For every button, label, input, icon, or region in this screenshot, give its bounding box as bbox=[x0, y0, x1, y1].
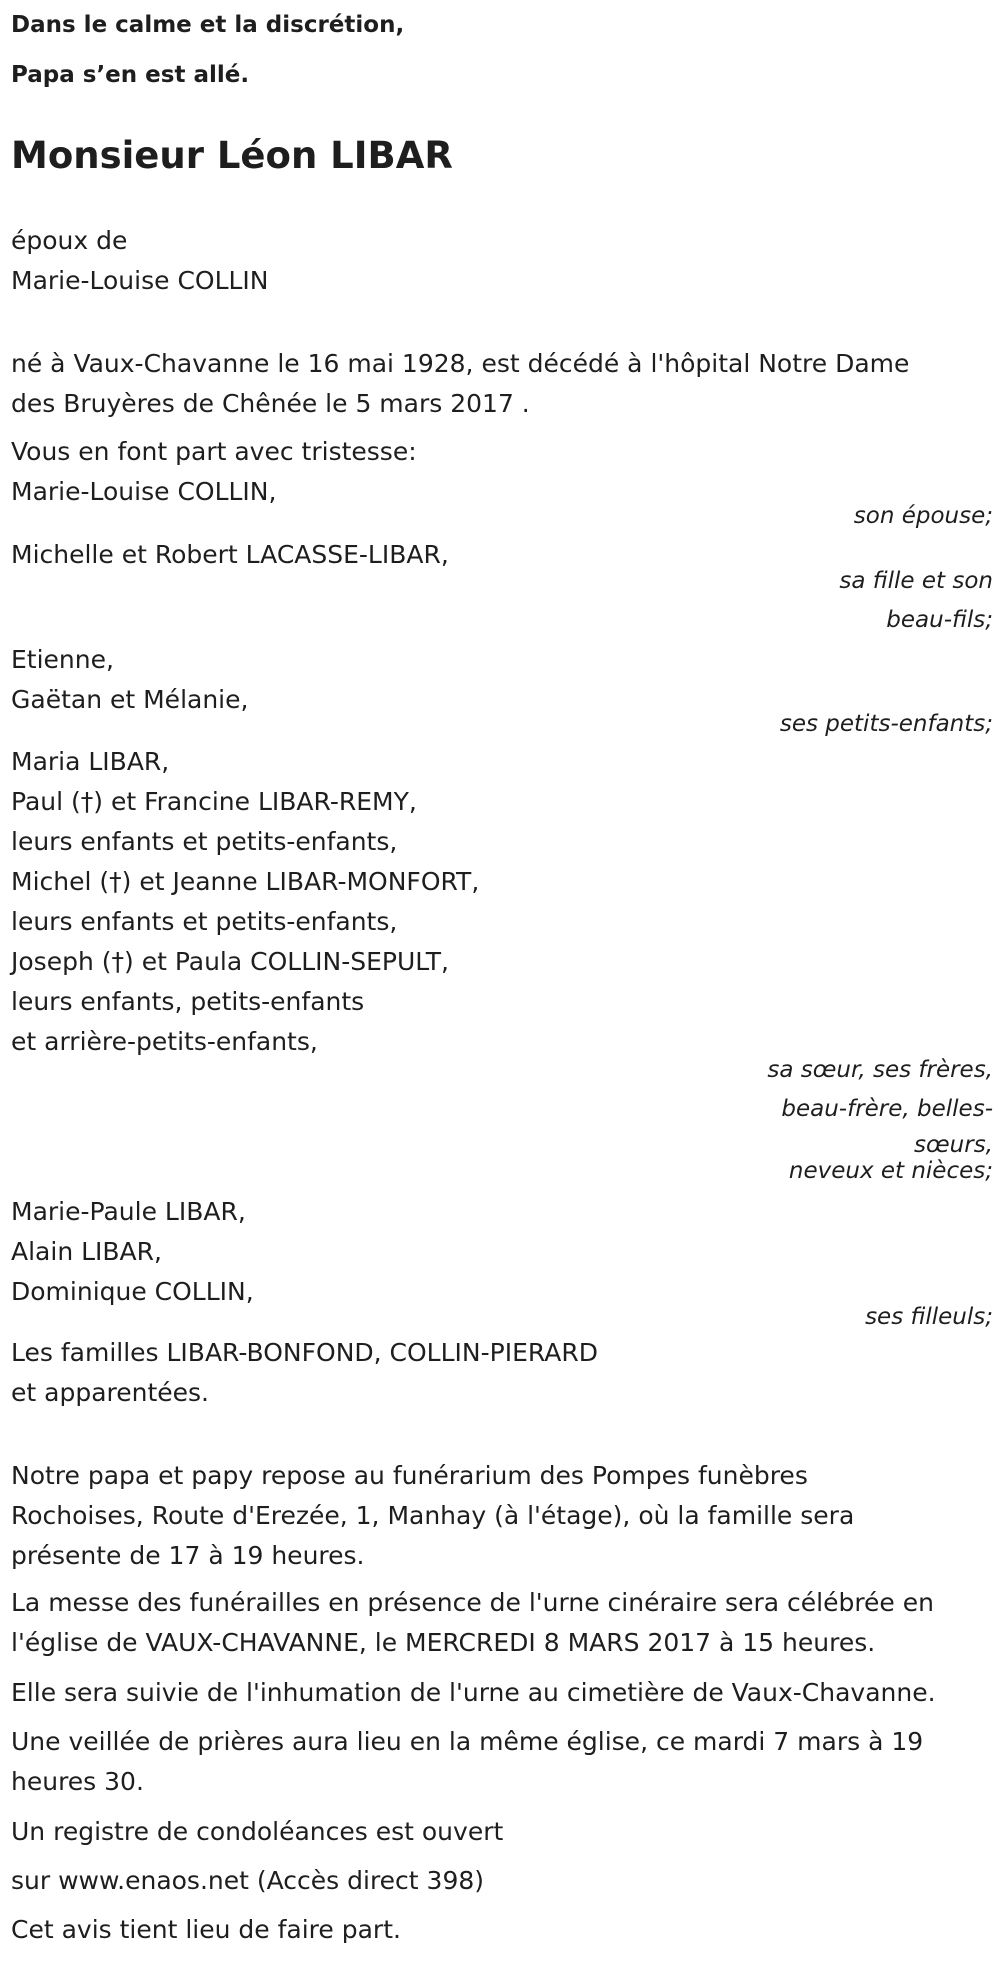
family-relation: sœurs, bbox=[914, 1132, 993, 1158]
spouse-name: Marie-Louise COLLIN bbox=[11, 266, 269, 295]
family-name: Gaëtan et Mélanie, bbox=[11, 685, 249, 714]
birth-death-line-2: des Bruyères de Chênée le 5 mars 2017 . bbox=[11, 389, 530, 418]
family-name: Etienne, bbox=[11, 645, 114, 674]
family-name: Dominique COLLIN, bbox=[11, 1277, 254, 1306]
funerarium-line-2: Rochoises, Route d'Erezée, 1, Manhay (à l'étage), où la famille sera bbox=[11, 1501, 855, 1530]
deceased-name: Monsieur Léon LIBAR bbox=[11, 134, 453, 177]
family-name: Marie-Paule LIBAR, bbox=[11, 1197, 246, 1226]
mass-line-1: La messe des funérailles en présence de l'urne cinéraire sera célébrée en bbox=[11, 1588, 934, 1617]
family-relation: neveux et nièces; bbox=[788, 1158, 993, 1184]
family-name: Michelle et Robert LACASSE-LIBAR, bbox=[11, 540, 449, 569]
family-relation: beau-frère, belles- bbox=[781, 1096, 993, 1122]
funerarium-line-3: présente de 17 à 19 heures. bbox=[11, 1541, 365, 1570]
family-name: Michel (†) et Jeanne LIBAR-MONFORT, bbox=[11, 867, 480, 896]
family-relation: son épouse; bbox=[853, 503, 993, 529]
family-relation: beau-fils; bbox=[886, 607, 993, 633]
family-relation: ses filleuls; bbox=[865, 1304, 993, 1330]
family-name: Joseph (†) et Paula COLLIN-SEPULT, bbox=[11, 947, 449, 976]
closing-line: Cet avis tient lieu de faire part. bbox=[11, 1915, 401, 1944]
funerarium-line-1: Notre papa et papy repose au funérarium des Pompes funèbres bbox=[11, 1461, 808, 1490]
family-relation: sa fille et son bbox=[839, 568, 993, 594]
vigil-line-1: Une veillée de prières aura lieu en la même église, ce mardi 7 mars à 19 bbox=[11, 1727, 924, 1756]
mass-line-2: l'église de VAUX-CHAVANNE, le MERCREDI 8 MARS 2017 à 15 heures. bbox=[11, 1628, 876, 1657]
families-line-2: et apparentées. bbox=[11, 1378, 209, 1407]
announcement-line: Vous en font part avec tristesse: bbox=[11, 437, 417, 466]
family-name: leurs enfants, petits-enfants bbox=[11, 987, 365, 1016]
family-name: Paul (†) et Francine LIBAR-REMY, bbox=[11, 787, 417, 816]
families-line-1: Les familles LIBAR-BONFOND, COLLIN-PIERARD bbox=[11, 1338, 598, 1367]
intro-line-1: Dans le calme et la discrétion, bbox=[11, 12, 405, 38]
birth-death-line-1: né à Vaux-Chavanne le 16 mai 1928, est décédé à l'hôpital Notre Dame bbox=[11, 349, 910, 378]
family-relation: sa sœur, ses frères, bbox=[767, 1057, 993, 1083]
family-name: Marie-Louise COLLIN, bbox=[11, 477, 277, 506]
family-relation: ses petits-enfants; bbox=[779, 711, 993, 737]
burial-line: Elle sera suivie de l'inhumation de l'urne au cimetière de Vaux-Chavanne. bbox=[11, 1678, 936, 1707]
family-name: Maria LIBAR, bbox=[11, 747, 170, 776]
intro-line-2: Papa s’en est allé. bbox=[11, 62, 250, 88]
family-name: Alain LIBAR, bbox=[11, 1237, 162, 1266]
family-name: et arrière-petits-enfants, bbox=[11, 1027, 318, 1056]
family-name: leurs enfants et petits-enfants, bbox=[11, 907, 398, 936]
register-line-1: Un registre de condoléances est ouvert bbox=[11, 1817, 504, 1846]
register-line-2: sur www.enaos.net (Accès direct 398) bbox=[11, 1866, 485, 1895]
vigil-line-2: heures 30. bbox=[11, 1767, 144, 1796]
family-name: leurs enfants et petits-enfants, bbox=[11, 827, 398, 856]
spouse-label: époux de bbox=[11, 226, 128, 255]
